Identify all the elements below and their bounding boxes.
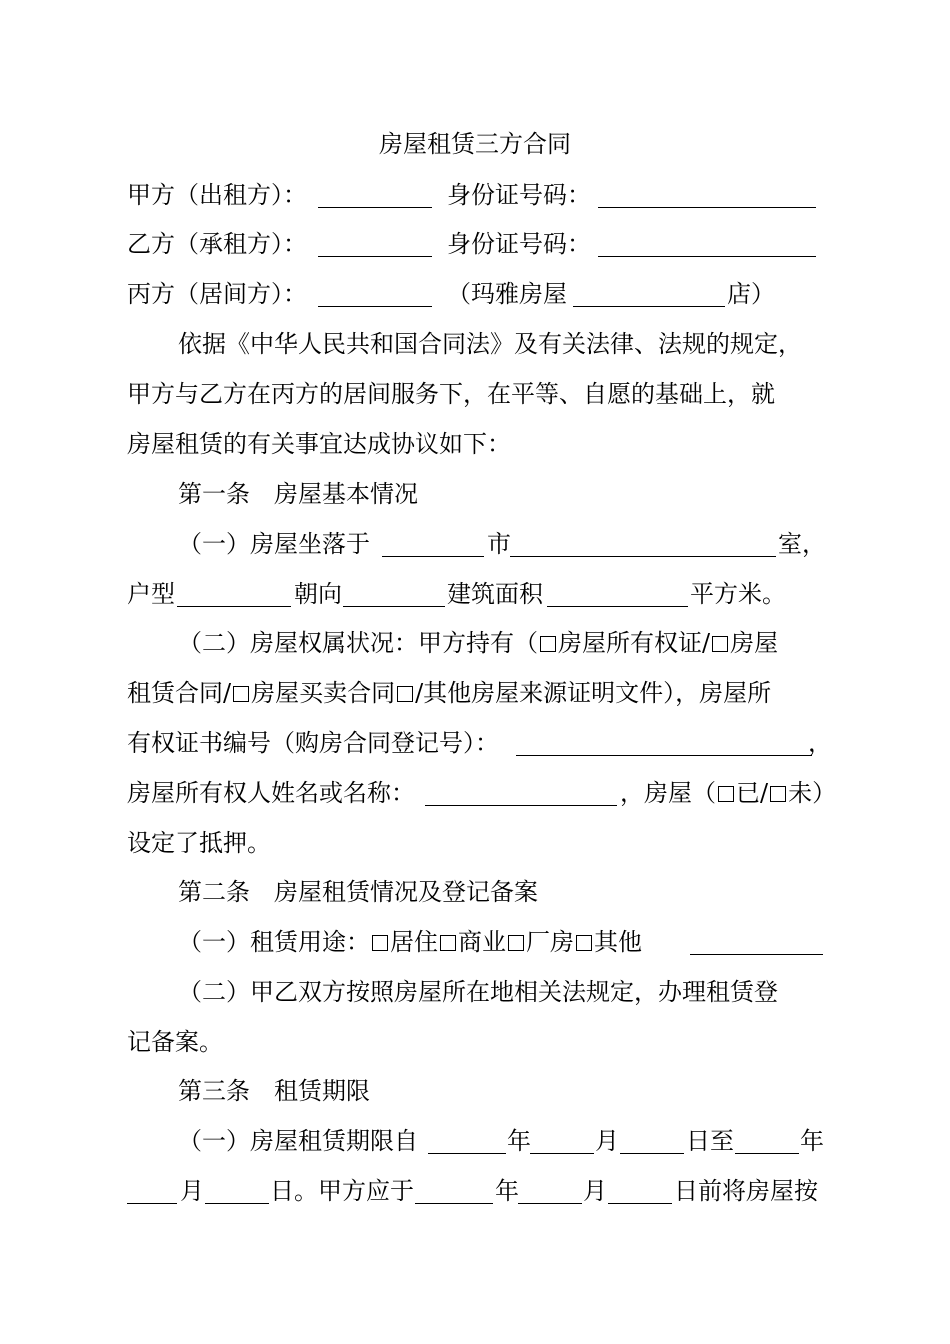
party-b-label: 乙方（承租方）： (127, 230, 307, 258)
mortgage-line (620, 773, 836, 813)
start-day-blank[interactable] (620, 1153, 684, 1154)
layout-label: 户型 (127, 580, 175, 608)
article-2-heading-row (0, 872, 950, 912)
checkbox-ownership-cert[interactable] (540, 636, 556, 652)
period-row-2 (0, 1171, 950, 1211)
party-b-id-label: 身份证号码： (447, 230, 591, 258)
end-year-blank[interactable] (735, 1153, 799, 1154)
checkbox-other-proof[interactable] (397, 686, 413, 702)
checkbox-mortgage-no[interactable] (770, 786, 786, 802)
party-a-id-label: 身份证号码： (447, 181, 591, 209)
intro-text-1: 依据《中华人民共和国合同法》及有关法律、法规的规定， (178, 330, 802, 358)
intro-text-2: 甲方与乙方在丙方的居间服务下，在平等、自愿的基础上，就 (127, 380, 775, 408)
area-label: 建筑面积 (447, 580, 543, 608)
option-other-proof: /其他房屋来源证明文件），房屋所 (415, 679, 772, 707)
checkbox-factory[interactable] (508, 935, 524, 951)
ownership-line-2 (127, 673, 771, 713)
room-label: 室， (778, 530, 826, 558)
owner-name-blank[interactable] (425, 805, 617, 806)
store-name-blank[interactable] (573, 306, 725, 307)
checkbox-house-sale[interactable] (233, 686, 249, 702)
use-prefix: （一）租赁用途： (178, 928, 370, 956)
option-commercial: 商业 (458, 928, 506, 956)
day-to-label: 日至 (686, 1127, 734, 1155)
article-1-heading: 第一条 房屋基本情况 (178, 480, 418, 508)
intro-line-3 (0, 424, 950, 464)
party-a-row (0, 175, 950, 215)
checkbox-other-use[interactable] (576, 935, 592, 951)
sqm-label: 平方米。 (690, 580, 786, 608)
start-year-label: 年 (507, 1127, 531, 1155)
handover-month-blank[interactable] (518, 1203, 582, 1204)
party-a-label: 甲方（出租方）： (127, 181, 307, 209)
owner-name-label: 房屋所有权人姓名或名称： (127, 779, 415, 807)
party-b-name-blank[interactable] (318, 256, 432, 257)
registration-text-1: （二）甲乙双方按照房屋所在地相关法规定，办理租赁登 (178, 978, 778, 1006)
handover-day-blank[interactable] (608, 1203, 672, 1204)
before-text: 日前将房屋按 (674, 1177, 818, 1205)
handover-month-label: 月 (583, 1177, 607, 1205)
checkbox-mortgage-yes[interactable] (718, 786, 734, 802)
party-c-row (0, 274, 950, 314)
checkbox-commercial[interactable] (440, 935, 456, 951)
option-house-sale: 房屋买卖合同 (251, 679, 396, 707)
layout-blank[interactable] (177, 606, 291, 607)
start-month-blank[interactable] (530, 1153, 594, 1154)
party-a-name-blank[interactable] (318, 207, 432, 208)
end-month-blank[interactable] (127, 1203, 177, 1204)
party-c-label: 丙方（居间方）： (127, 280, 307, 308)
option-ownership-cert: 房屋所有权证/ (558, 629, 711, 657)
end-day-blank[interactable] (205, 1203, 269, 1204)
registration-row-1 (0, 972, 950, 1012)
cert-number-label: 有权证书编号（购房合同登记号）： (127, 729, 499, 757)
option-house-lease-1: 房屋 (730, 629, 779, 657)
option-residential: 居住 (390, 928, 438, 956)
option-house-lease-2: 租赁合同/ (127, 679, 232, 707)
handover-year-label: 年 (495, 1177, 519, 1205)
cert-number-row (0, 723, 950, 763)
article-2-heading: 第二条 房屋租赁情况及登记备案 (178, 878, 538, 906)
mortgage-end-text: 设定了抵押。 (127, 829, 271, 857)
location-prefix: （一）房屋坐落于 (178, 530, 370, 558)
party-b-id-blank[interactable] (598, 256, 816, 257)
layout-row (0, 574, 950, 614)
period-row-1 (0, 1121, 950, 1161)
party-b-row (0, 224, 950, 264)
orientation-label: 朝向 (294, 580, 342, 608)
option-mortgage-yes: 已/ (736, 779, 769, 807)
use-row (0, 922, 950, 962)
ownership-row-1 (0, 623, 950, 663)
party-a-id-blank[interactable] (598, 207, 816, 208)
registration-text-2: 记备案。 (127, 1028, 223, 1056)
start-year-blank[interactable] (428, 1153, 506, 1154)
intro-line-1 (0, 324, 950, 364)
document-title: 房屋租赁三方合同 (379, 130, 571, 158)
cert-number-blank[interactable] (516, 755, 812, 756)
start-month-label: 月 (595, 1127, 619, 1155)
address-blank[interactable] (510, 556, 776, 557)
article-1-heading-row (0, 474, 950, 514)
use-line (178, 922, 642, 962)
end-year-label: 年 (800, 1127, 824, 1155)
area-blank[interactable] (547, 606, 688, 607)
intro-text-3: 房屋租赁的有关事宜达成协议如下： (127, 430, 511, 458)
city-label: 市 (487, 530, 511, 558)
orientation-blank[interactable] (343, 606, 445, 607)
option-factory: 厂房 (526, 928, 574, 956)
ownership-prefix: （二）房屋权属状况：甲方持有（ (178, 629, 538, 657)
period-prefix: （一）房屋租赁期限自 (178, 1127, 418, 1155)
day-end-label: 日。甲方应于 (270, 1177, 414, 1205)
ownership-row-2 (0, 673, 950, 713)
checkbox-residential[interactable] (372, 935, 388, 951)
store-close-text: 店） (727, 280, 775, 308)
store-open-text: （玛雅房屋 (447, 280, 567, 308)
other-use-blank[interactable] (690, 954, 823, 955)
option-mortgage-no: 未） (788, 779, 837, 807)
checkbox-house-lease[interactable] (712, 636, 728, 652)
cert-number-comma: ， (808, 729, 832, 757)
handover-year-blank[interactable] (415, 1203, 493, 1204)
location-row (0, 524, 950, 564)
mortgage-end-row (0, 823, 950, 863)
article-3-heading: 第三条 租赁期限 (178, 1077, 370, 1105)
option-other-use: 其他 (594, 928, 642, 956)
city-blank[interactable] (382, 556, 484, 557)
article-3-heading-row (0, 1071, 950, 1111)
owner-row (0, 773, 950, 813)
ownership-line-1 (178, 623, 778, 663)
mortgage-prefix: ，房屋（ (620, 779, 716, 807)
registration-row-2 (0, 1022, 950, 1062)
end-month-label: 月 (180, 1177, 204, 1205)
party-c-name-blank[interactable] (318, 306, 432, 307)
intro-line-2 (0, 374, 950, 414)
